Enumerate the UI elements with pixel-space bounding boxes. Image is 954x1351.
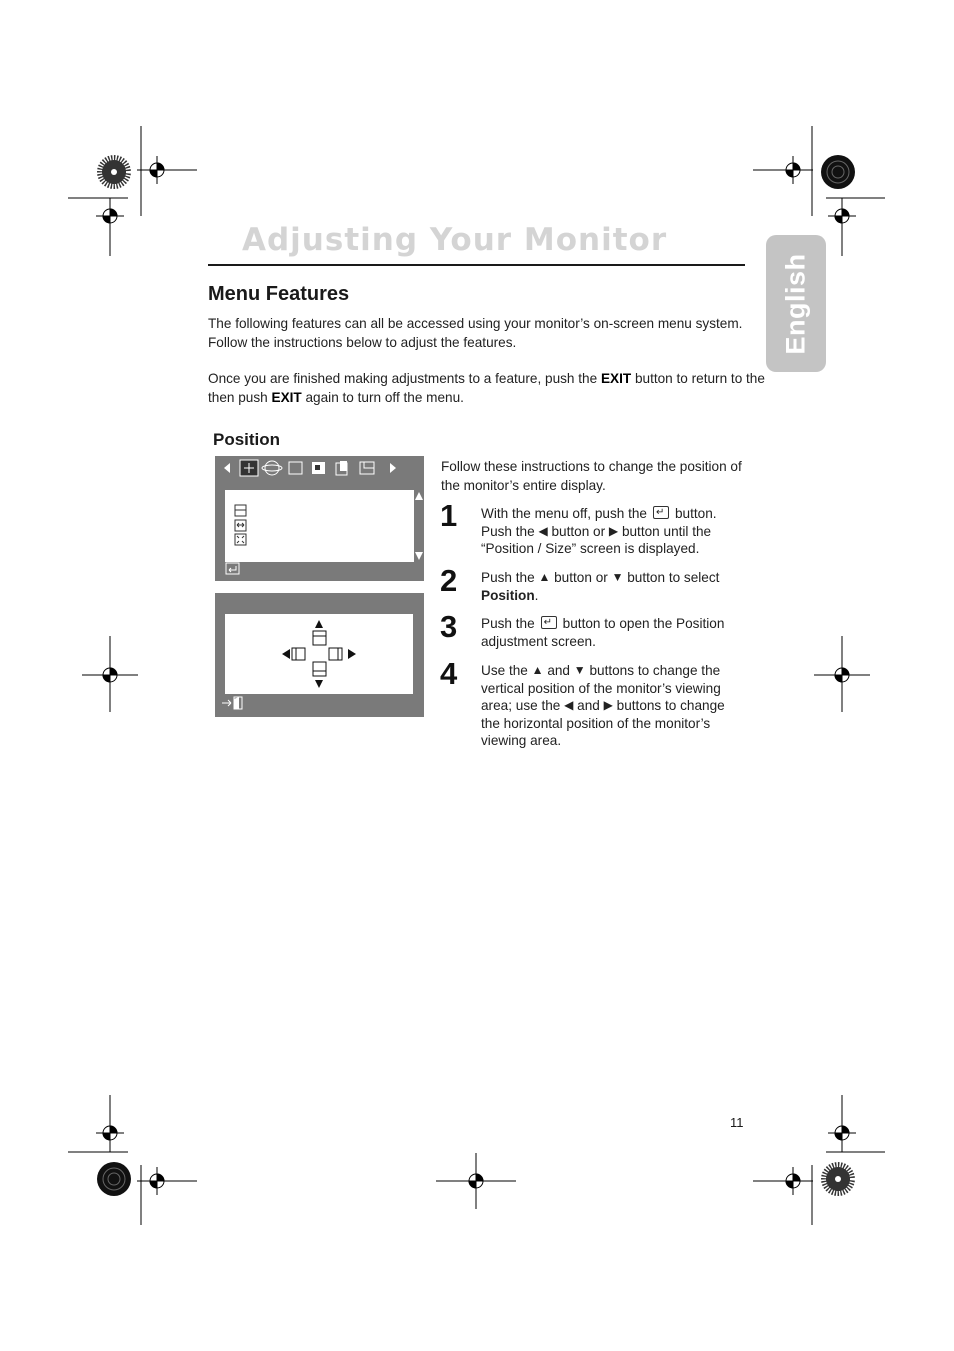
exit-line-2: then push EXIT again to turn off the menu. — [208, 390, 464, 405]
osd-position-panel — [225, 614, 413, 694]
right-arrow-icon: ▶ — [603, 698, 613, 712]
osd-position-screenshot — [215, 593, 424, 717]
osd-scroll-arrows — [414, 490, 424, 570]
step-2-text: Push the ▲ button or ▼ button to select Position. — [481, 570, 720, 603]
step-3-number: 3 — [440, 609, 458, 644]
step-2-number: 2 — [440, 563, 458, 598]
page-number: 11 — [730, 1115, 744, 1130]
step-3-text: Push the↵ button to open the Position adjustment screen. — [481, 615, 724, 650]
page-title: Adjusting Your Monitor — [242, 222, 668, 258]
exit-line-1: Once you are finished making adjustments to a feature, push the EXIT button to return to the — [208, 371, 765, 386]
position-arrows-diagram — [225, 614, 413, 694]
language-tab — [766, 235, 826, 372]
menu-features-heading: Menu Features — [208, 283, 350, 305]
title-rule — [208, 264, 745, 266]
osd-menu-panel — [225, 490, 414, 562]
language-tab-label: English — [780, 252, 811, 355]
left-arrow-icon: ◀ — [538, 523, 548, 538]
position-heading: Position — [213, 430, 281, 449]
exit-instructions — [208, 369, 765, 407]
right-arrow-icon: ▶ — [608, 523, 619, 538]
left-arrow-icon: ◀ — [564, 698, 574, 712]
step-1-number: 1 — [440, 498, 458, 533]
enter-icon — [225, 562, 241, 576]
position-intro — [441, 457, 742, 495]
enter-button-icon — [541, 616, 557, 629]
step-1-text: With the menu off, push the↵ button. Push the ◀ button or ▶ button until the “Position / Size” screen is displayed. — [481, 505, 717, 558]
menu-features-intro — [208, 314, 742, 352]
position-intro-line-2: the monitor’s entire display. — [441, 478, 606, 493]
step-4-text: Use the ▲ and ▼ buttons to change the vertical position of the monitor’s viewing area; use the ◀ and ▶ buttons to change the horizontal position of the monitor’s viewing area. — [481, 663, 725, 748]
up-arrow-icon: ▲ — [538, 570, 551, 584]
down-arrow-icon: ▼ — [573, 663, 586, 677]
osd-menu-items — [225, 490, 414, 562]
step-4-number: 4 — [440, 656, 458, 691]
enter-button-icon — [653, 506, 669, 519]
intro-line-1: The following features can all be accessed using your monitor’s on-screen menu system. — [208, 316, 743, 331]
exit-icon — [221, 695, 247, 711]
osd-menu-screenshot — [215, 456, 424, 581]
intro-line-2: Follow the instructions below to adjust the features. — [208, 335, 517, 350]
up-arrow-icon: ▲ — [531, 663, 544, 677]
down-arrow-icon: ▼ — [611, 570, 624, 584]
position-intro-line-1: Follow these instructions to change the position of — [441, 459, 742, 474]
